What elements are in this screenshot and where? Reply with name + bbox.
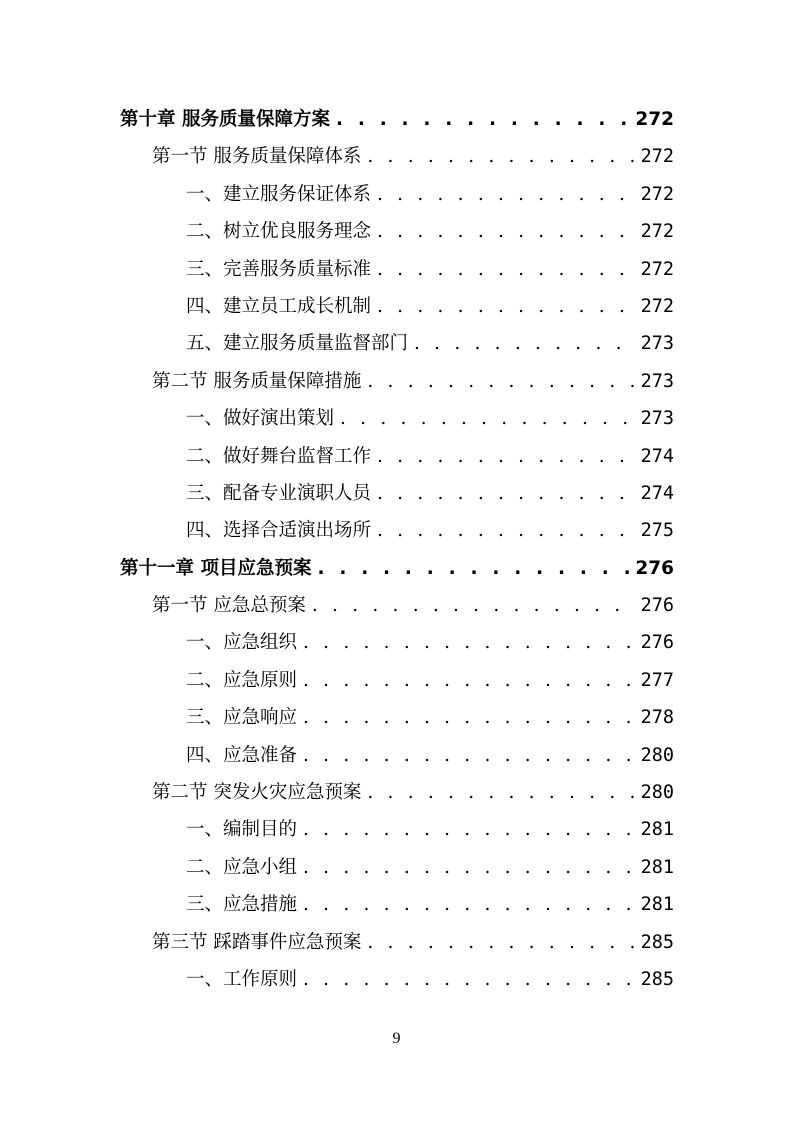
toc-entry-title: 一、编制目的 — [186, 819, 298, 841]
toc-entry-title: 四、建立员工成长机制 — [186, 295, 372, 317]
toc-entry-page: 273 — [640, 408, 674, 430]
dot-leader — [303, 624, 635, 661]
toc-entry[interactable] — [0, 251, 793, 288]
dot-leader — [377, 176, 635, 213]
toc-entry-page: 281 — [640, 894, 674, 916]
toc-entry[interactable] — [0, 138, 793, 175]
dot-leader — [377, 475, 635, 512]
toc-entry[interactable] — [0, 699, 793, 736]
toc-entry[interactable] — [0, 101, 793, 138]
dot-leader — [367, 924, 634, 961]
dot-leader — [377, 512, 635, 549]
toc-entry-page: 276 — [640, 632, 674, 654]
toc-entry[interactable] — [0, 737, 793, 774]
toc-entry[interactable] — [0, 475, 793, 512]
toc-entry-page: 272 — [640, 221, 674, 243]
toc-entry-page: 278 — [640, 707, 674, 729]
toc-entry-page: 275 — [640, 520, 674, 542]
toc-entry-title: 一、应急组织 — [186, 632, 298, 654]
dot-leader — [312, 587, 635, 624]
toc-entry-page: 285 — [640, 968, 674, 990]
toc-entry-page: 272 — [635, 109, 674, 130]
toc-entry[interactable] — [0, 662, 793, 699]
toc-entry-page: 272 — [640, 258, 674, 280]
toc-entry-title: 三、配备专业演职人员 — [186, 482, 372, 504]
toc-entry[interactable] — [0, 587, 793, 624]
dot-leader — [303, 886, 635, 923]
toc-entry[interactable] — [0, 512, 793, 549]
toc-entry-title: 二、树立优良服务理念 — [186, 221, 372, 243]
dot-leader — [377, 251, 635, 288]
dot-leader — [414, 325, 635, 362]
dot-leader — [303, 662, 635, 699]
toc-entry-title: 第三节 踩踏事件应急预案 — [152, 931, 362, 953]
toc-entry-title: 三、完善服务质量标准 — [186, 258, 372, 280]
table-of-contents — [0, 101, 793, 998]
dot-leader — [303, 737, 635, 774]
toc-entry[interactable] — [0, 849, 793, 886]
toc-entry-title: 四、选择合适演出场所 — [186, 520, 372, 542]
toc-entry-title: 二、应急原则 — [186, 669, 298, 691]
dot-leader — [377, 438, 635, 475]
toc-entry-page: 280 — [640, 782, 674, 804]
toc-entry-title: 第十章 服务质量保障方案 — [120, 109, 330, 130]
toc-entry[interactable] — [0, 550, 793, 587]
toc-entry[interactable] — [0, 811, 793, 848]
toc-entry-page: 276 — [640, 595, 674, 617]
dot-leader — [367, 363, 634, 400]
toc-entry-title: 一、建立服务保证体系 — [186, 183, 372, 205]
toc-entry-page: 277 — [640, 669, 674, 691]
toc-entry-page: 285 — [640, 931, 674, 953]
toc-entry[interactable] — [0, 288, 793, 325]
toc-entry-title: 第一节 服务质量保障体系 — [152, 146, 362, 168]
toc-entry-title: 第二节 突发火灾应急预案 — [152, 782, 362, 804]
toc-entry-title: 第一节 应急总预案 — [152, 595, 306, 617]
dot-leader — [317, 550, 629, 587]
toc-entry[interactable] — [0, 213, 793, 250]
toc-entry-title: 三、应急措施 — [186, 894, 298, 916]
toc-entry[interactable] — [0, 438, 793, 475]
dot-leader — [367, 138, 634, 175]
toc-entry-page: 280 — [640, 744, 674, 766]
toc-entry-page: 272 — [640, 295, 674, 317]
toc-entry-title: 三、应急响应 — [186, 707, 298, 729]
dot-leader — [303, 699, 635, 736]
toc-entry-title: 一、做好演出策划 — [186, 408, 335, 430]
toc-entry-title: 二、做好舞台监督工作 — [186, 445, 372, 467]
toc-entry[interactable] — [0, 176, 793, 213]
toc-entry[interactable] — [0, 886, 793, 923]
dot-leader — [377, 288, 635, 325]
toc-entry-page: 273 — [640, 370, 674, 392]
toc-entry-title: 第十一章 项目应急预案 — [120, 557, 312, 579]
toc-entry-page: 281 — [640, 856, 674, 878]
toc-entry-page: 274 — [640, 482, 674, 504]
toc-entry-page: 281 — [640, 819, 674, 841]
toc-entry-title: 五、建立服务质量监督部门 — [186, 333, 409, 355]
toc-entry[interactable] — [0, 961, 793, 998]
dot-leader — [340, 400, 635, 437]
toc-entry[interactable] — [0, 363, 793, 400]
dot-leader — [336, 101, 629, 138]
toc-entry-page: 272 — [640, 146, 674, 168]
toc-entry-title: 一、工作原则 — [186, 968, 298, 990]
dot-leader — [303, 811, 635, 848]
toc-entry-page: 274 — [640, 445, 674, 467]
dot-leader — [367, 774, 634, 811]
toc-entry-title: 第二节 服务质量保障措施 — [152, 370, 362, 392]
toc-entry-title: 二、应急小组 — [186, 856, 298, 878]
dot-leader — [377, 213, 635, 250]
toc-entry-page: 272 — [640, 183, 674, 205]
page-number: 9 — [392, 1030, 401, 1047]
toc-entry-page: 273 — [640, 333, 674, 355]
toc-entry-title: 四、应急准备 — [186, 744, 298, 766]
toc-entry[interactable] — [0, 325, 793, 362]
toc-entry[interactable] — [0, 400, 793, 437]
dot-leader — [303, 849, 635, 886]
toc-entry-page: 276 — [635, 557, 674, 579]
dot-leader — [303, 961, 635, 998]
toc-entry[interactable] — [0, 924, 793, 961]
toc-entry[interactable] — [0, 624, 793, 661]
toc-entry[interactable] — [0, 774, 793, 811]
